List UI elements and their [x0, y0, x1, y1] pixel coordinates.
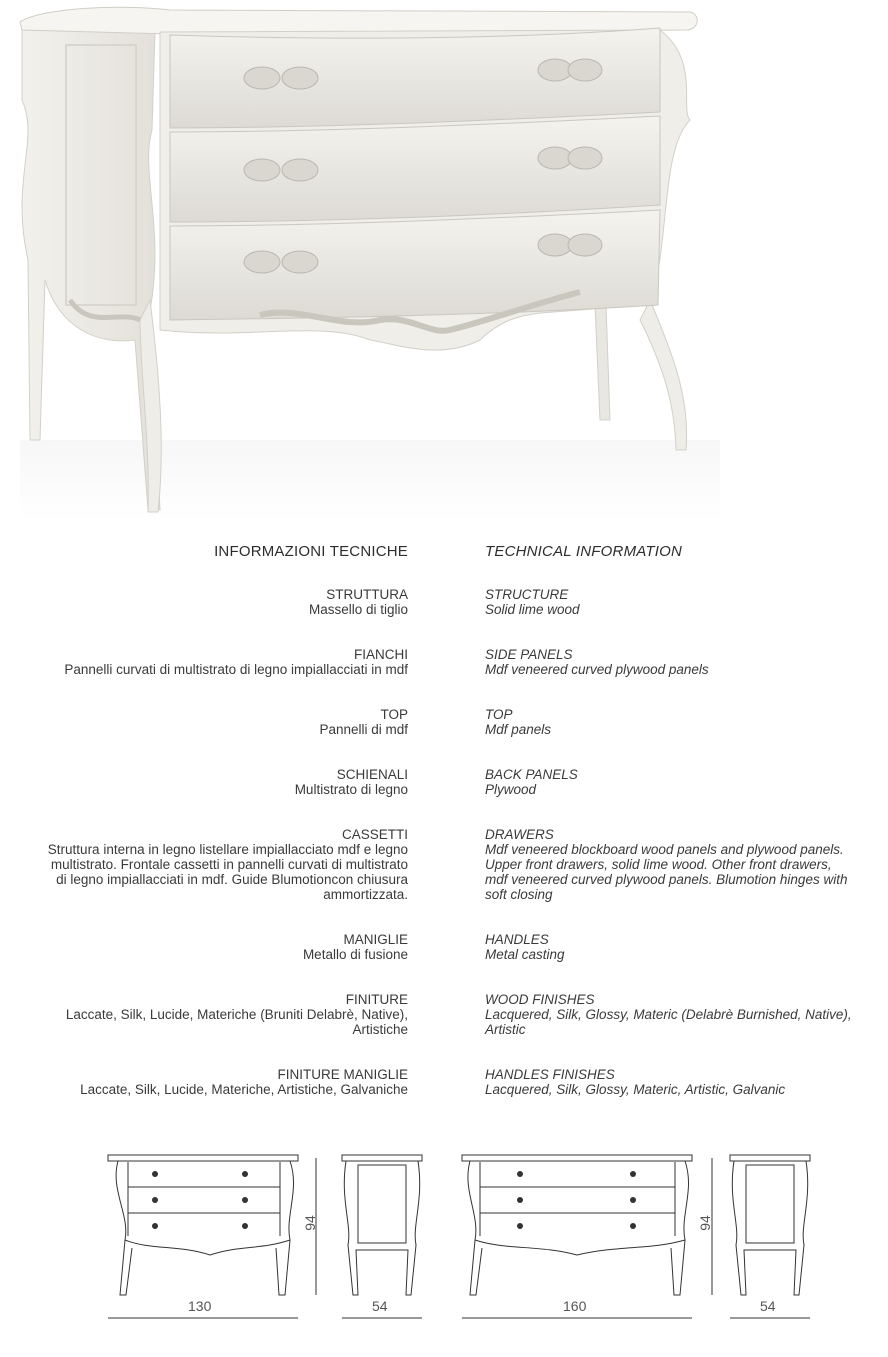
spec-top-it: TOP Pannelli di mdf — [319, 707, 408, 737]
spec-structure-it: STRUTTURA Massello di tiglio — [308, 587, 408, 617]
dimension-depth-small: 54 — [372, 1298, 388, 1314]
spec-side-panels-en: SIDE PANELS Mdf veneered curved plywood panels — [485, 647, 709, 677]
spec-handles-finishes-en: HANDLES FINISHES Lacquered, Silk, Glossy, Materic, Artistic, Galvanic — [485, 1067, 786, 1097]
side-view-54 — [342, 1155, 422, 1295]
side-view-54-large — [730, 1155, 810, 1295]
dresser-photo — [0, 0, 888, 520]
dimension-depth-large: 54 — [760, 1298, 776, 1314]
spec-wood-finishes-en: WOOD FINISHES Lacquered, Silk, Glossy, Materic (Delabrè Burnished, Native), Artistic — [485, 992, 852, 1037]
front-view-160 — [462, 1155, 692, 1295]
technical-drawings — [0, 1145, 888, 1345]
spec-back-panels-it: SCHIENALI Multistrato di legno — [294, 767, 408, 797]
spec-drawers-it: CASSETTI Struttura interna in legno listellare impiallacciato mdf e legno multistrato. Frontale cassetti in pannelli curvati di multistrato di legno impiallacciati in mdf. Guide Blumotioncon chiusura ammortizzata. — [47, 827, 408, 902]
heading-english: TECHNICAL INFORMATION — [485, 543, 682, 560]
spec-back-panels-en: BACK PANELS Plywood — [485, 767, 578, 797]
spec-handles-finishes-it: FINITURE MANIGLIE Laccate, Silk, Lucide, Materiche, Artistiche, Galvaniche — [80, 1067, 408, 1097]
spec-drawers-en: DRAWERS Mdf veneered blockboard wood panels and plywood panels. Upper front drawers, solid lime wood. Other front drawers, mdf veneered curved plywood panels. Blumotion hinges with soft closing — [485, 827, 848, 902]
front-view-130 — [108, 1155, 298, 1295]
spec-handles-it: MANIGLIE Metallo di fusione — [302, 932, 408, 962]
spec-side-panels-it: FIANCHI Pannelli curvati di multistrato di legno impiallacciati in mdf — [64, 647, 408, 677]
spec-handles-en: HANDLES Metal casting — [485, 932, 565, 962]
dimension-width-small: 130 — [188, 1298, 212, 1314]
dimension-width-large: 160 — [563, 1298, 587, 1314]
spec-structure-en: STRUCTURE Solid lime wood — [485, 587, 580, 617]
dimension-height-small: 94 — [301, 1215, 318, 1231]
heading-italian: INFORMAZIONI TECNICHE — [214, 543, 408, 560]
spec-wood-finishes-it: FINITURE Laccate, Silk, Lucide, Materiche (Bruniti Delabrè, Native), Artistiche — [65, 992, 408, 1037]
spec-top-en: TOP Mdf panels — [485, 707, 552, 737]
dimension-height-large: 94 — [696, 1215, 713, 1231]
